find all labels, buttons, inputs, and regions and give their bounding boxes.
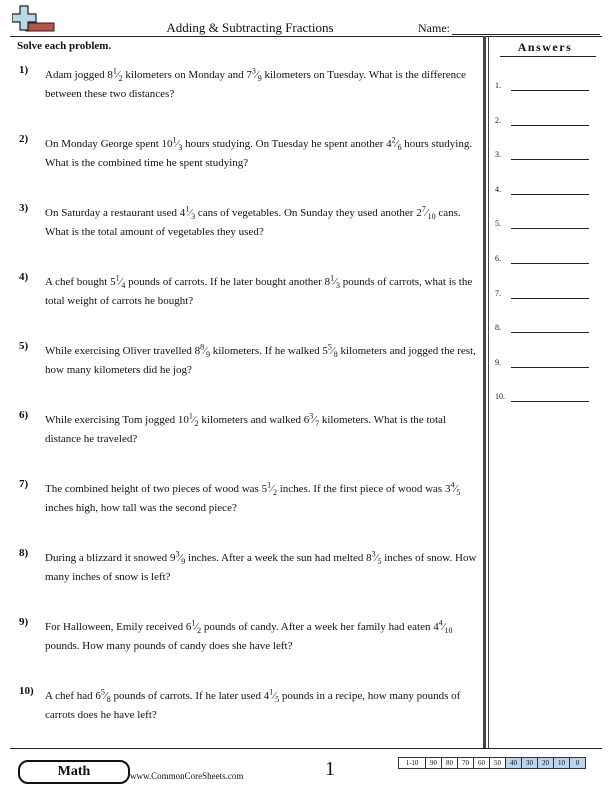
mixed-number [416,204,436,222]
score-cell: 40 [506,757,522,769]
mixed-number [444,480,461,498]
score-cell: 80 [442,757,458,769]
problem-text [45,66,481,104]
numerator: 3 [175,549,180,559]
denominator: 2 [272,488,277,498]
fraction-slash: ⁄ [189,207,192,219]
answers-heading-rule [500,56,596,57]
whole-part: 9 [169,552,176,564]
answer-line[interactable] [511,194,589,195]
mixed-number [95,687,111,705]
answer-label: 3. [495,150,501,160]
mixed-number [324,273,340,291]
denominator: 4 [121,281,126,291]
answer-line[interactable] [511,367,589,368]
fraction-slash: ⁄ [176,138,179,150]
numerator: 1 [188,411,193,421]
problem-number: 2) [19,133,29,145]
answer-label: 7. [495,288,501,298]
fraction-slash: ⁄ [395,138,398,150]
answer-10[interactable] [495,392,595,406]
denominator: 10 [444,626,453,636]
mixed-number [322,342,338,360]
problem-text-segment: kilometers. If he walked [210,345,323,357]
numerator: 1 [330,273,335,283]
whole-part: 5 [261,483,268,495]
problem-text-segment: kilometers on Tuesday. What is the difference between these two distances? [45,69,466,100]
problem-number: 9) [19,616,29,628]
instructions: Solve each problem. [17,40,112,52]
denominator: 5 [275,695,280,705]
numerator: 3 [371,549,376,559]
problem-text-segment: pounds of candy. After a week her family had eaten [201,621,434,633]
denominator: 7 [315,419,320,429]
mixed-number [169,549,186,567]
numerator: 5 [100,687,105,697]
mixed-number [107,66,123,84]
denominator: 2 [118,74,123,84]
denominator: 3 [335,281,340,291]
fraction-slash: ⁄ [119,276,122,288]
score-cell: 0 [570,757,586,769]
score-cell: 70 [458,757,474,769]
whole-part: 5 [322,345,328,357]
answer-4[interactable] [495,185,595,199]
answer-9[interactable] [495,358,595,372]
name-line[interactable] [452,34,600,35]
denominator: 3 [178,143,183,153]
problem-number: 10) [19,685,34,697]
column-divider-thin [488,36,489,748]
answer-line[interactable] [511,298,589,299]
mixed-number [433,618,453,636]
denominator: 2 [194,419,199,429]
problem-text-segment: A chef had [45,690,96,702]
fraction-slash: ⁄ [271,483,273,495]
numerator: 7 [421,204,426,214]
whole-part: 4 [179,207,186,219]
problem-8 [0,547,483,615]
score-table [398,757,586,767]
score-cell: 10 [554,757,570,769]
answer-line[interactable] [511,228,589,229]
whole-part: 8 [366,552,372,564]
mixed-number [261,480,277,498]
problem-4 [0,271,483,339]
fraction-slash: ⁄ [313,414,316,426]
answer-3[interactable] [495,150,595,164]
problem-5 [0,340,483,408]
answer-label: 1. [495,81,501,90]
problem-text-segment: pounds of carrots. If he later used [110,690,264,702]
answer-label: 8. [495,323,501,333]
denominator: 9 [206,350,211,360]
answer-1[interactable] [495,81,595,95]
answer-line[interactable] [511,263,589,264]
numerator: 1 [115,273,120,283]
denominator: 2 [197,626,202,636]
score-cell: 60 [474,757,490,769]
score-cell: 30 [522,757,538,769]
name-label: Name: [418,21,450,35]
mixed-number [185,618,202,636]
whole-part: 2 [416,207,422,219]
problem-text-segment: The combined height of two pieces of wood was [45,483,262,495]
whole-part: 5 [110,276,116,288]
problem-text [45,618,481,656]
mixed-number [110,273,126,291]
numerator: 1 [269,687,274,697]
whole-part: 8 [324,276,331,288]
score-cell: 20 [538,757,554,769]
problem-text [45,273,481,311]
fraction-slash: ⁄ [425,207,428,219]
numerator: 1 [172,135,177,145]
fraction-slash: ⁄ [179,552,182,564]
problem-text-segment: pounds. How many pounds of candy does she have left? [45,640,293,652]
problem-text-segment: A chef bought [45,276,111,288]
problem-text-segment: pounds of carrots. If he later bought another [125,276,325,288]
denominator: 8 [333,350,338,360]
problem-number: 6) [19,409,29,421]
worksheet-title: Adding & Subtracting Fractions [166,20,334,35]
problem-text-segment: kilometers. What is the total distance he traveled? [45,414,446,445]
mixed-number [194,342,211,360]
problem-text-segment: inches. If the first piece of wood was [276,483,445,495]
problem-number: 5) [19,340,29,352]
numerator: 1 [267,480,272,490]
answer-5[interactable] [495,219,595,233]
whole-part: 3 [444,483,451,495]
fraction-slash: ⁄ [375,552,378,564]
problem-text [45,135,481,173]
denominator: 5 [377,557,382,567]
answers-heading: Answers [517,40,573,54]
numerator: 4 [438,618,443,628]
fraction-slash: ⁄ [195,621,198,633]
problem-text [45,342,481,380]
whole-part: 4 [386,138,392,150]
problem-text-segment: kilometers and walked [198,414,304,426]
whole-part: 10 [161,138,173,150]
numerator: 2 [391,135,396,145]
problem-number: 4) [19,271,29,283]
problem-text-segment: On Saturday a restaurant used [45,207,180,219]
denominator: 8 [106,695,111,705]
problem-text-segment: For Halloween, Emily received [45,621,186,633]
answer-label: 2. [495,115,501,125]
numerator: 5 [327,342,332,352]
problem-text-segment: hours studying. What is the combined time he spent studying? [45,138,473,169]
problem-1 [0,64,483,132]
problem-text-segment: On Monday George spent [45,138,162,150]
numerator: 3 [309,411,314,421]
numerator: 8 [200,342,205,352]
website-link[interactable]: www.CommonCoreSheets.com [130,771,244,781]
answer-8[interactable] [495,323,595,337]
fraction-slash: ⁄ [116,69,119,81]
problem-number: 7) [19,478,29,490]
problem-text-segment: While exercising Oliver travelled [45,345,195,357]
page-number: 1 [325,758,335,780]
problem-2 [0,133,483,201]
score-cell: 1-10 [398,757,426,769]
fraction-slash: ⁄ [192,414,195,426]
whole-part: 6 [185,621,192,633]
whole-part: 8 [194,345,201,357]
problem-text [45,204,481,242]
problem-9 [0,616,483,684]
problem-text [45,480,481,518]
mixed-number [179,204,196,222]
answer-label: 10. [495,392,505,402]
denominator: 9 [181,557,186,567]
problem-text-segment: inches. After a week the sun had melted [185,552,367,564]
mixed-number [246,66,262,84]
problem-text-segment: hours studying. On Tuesday he spent another [182,138,387,150]
mixed-number [386,135,402,153]
problem-text [45,549,481,587]
column-divider [483,36,486,748]
numerator: 3 [251,66,256,76]
mixed-number [177,411,199,429]
problem-6 [0,409,483,477]
numerator: 1 [112,66,117,76]
fraction-slash: ⁄ [454,483,457,495]
answer-line[interactable] [511,90,589,91]
denominator: 5 [456,488,461,498]
mixed-number [303,411,320,429]
problem-text-segment: inches of snow. How many inches of snow is left? [45,552,477,583]
answer-line[interactable] [511,401,589,402]
numerator: 4 [450,480,455,490]
fraction-slash: ⁄ [273,690,276,702]
fraction-slash: ⁄ [104,690,107,702]
answer-6[interactable] [495,254,595,268]
subject-badge: Math [18,760,130,784]
answer-7[interactable] [495,289,595,303]
numerator: 1 [191,618,196,628]
answer-2[interactable] [495,116,595,130]
problem-text-segment: While exercising Tom jogged [45,414,178,426]
bottom-rule [10,748,602,749]
whole-part: 4 [433,621,439,633]
problem-3 [0,202,483,270]
whole-part: 6 [303,414,310,426]
denominator: 9 [257,74,262,84]
problem-text [45,687,481,725]
problem-text-segment: Adam jogged [45,69,108,81]
problem-text-segment: kilometers on Monday and [122,69,247,81]
denominator: 10 [427,212,436,222]
answer-label: 9. [495,357,501,367]
mixed-number [366,549,382,567]
answer-label: 6. [495,254,501,263]
answer-label: 5. [495,219,501,229]
answer-line[interactable] [511,159,589,160]
fraction-slash: ⁄ [334,276,336,288]
answer-line[interactable] [511,332,589,333]
answer-label: 4. [495,184,501,194]
whole-part: 10 [177,414,189,426]
whole-part: 8 [107,69,113,81]
mixed-number [263,687,280,705]
answer-line[interactable] [511,125,589,126]
whole-part: 6 [95,690,101,702]
denominator: 3 [191,212,196,222]
problem-text-segment: During a blizzard it snowed [45,552,170,564]
problem-10 [0,685,483,753]
fraction-slash: ⁄ [442,621,445,633]
top-rule [10,36,602,37]
problem-number: 8) [19,547,29,559]
score-cell: 90 [426,757,442,769]
problem-number: 1) [19,64,29,76]
problem-text-segment: kilometers and jogged the rest, how many kilometers did he jog? [45,345,476,376]
problem-text-segment: inches high, how tall was the second piece? [45,502,237,514]
problem-text-segment: pounds in a recipe, how many pounds of carrots does he have left? [45,690,461,721]
score-cell: 50 [490,757,506,769]
fraction-slash: ⁄ [255,69,258,81]
problem-number: 3) [19,202,29,214]
denominator: 6 [397,143,402,153]
problem-text-segment: pounds of carrots, what is the total weight of carrots he bought? [45,276,473,307]
whole-part: 4 [263,690,270,702]
problem-7 [0,478,483,546]
numerator: 1 [185,204,190,214]
whole-part: 7 [246,69,252,81]
problem-text-segment: cans. What is the total amount of vegetables they used? [45,207,461,238]
mixed-number [161,135,183,153]
problem-text-segment: cans of vegetables. On Sunday they used another [195,207,417,219]
fraction-slash: ⁄ [204,345,207,357]
fraction-slash: ⁄ [331,345,334,357]
problem-text [45,411,481,449]
